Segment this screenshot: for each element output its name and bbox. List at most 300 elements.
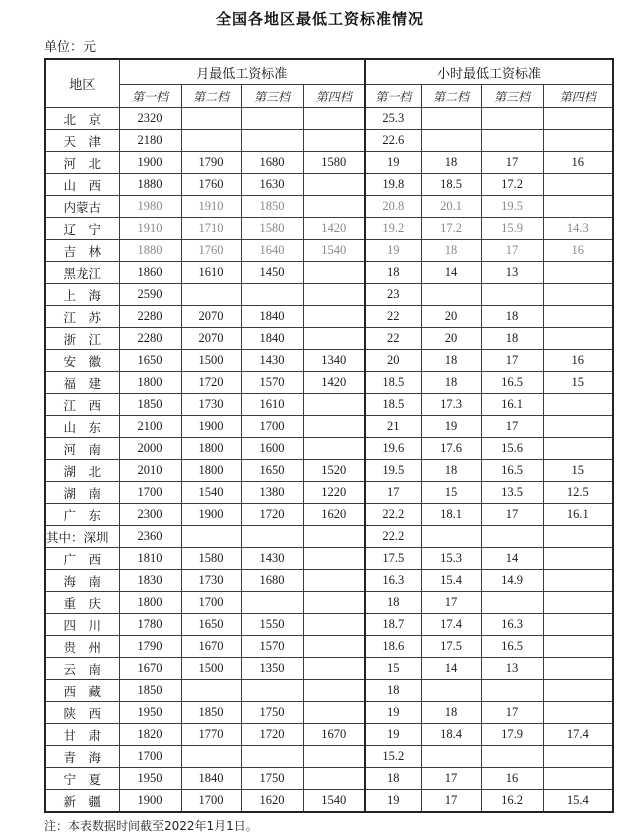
monthly-tier-2-cell [181, 284, 241, 306]
table-row [45, 526, 613, 548]
monthly-tier-4-header: 第四档 [303, 85, 365, 108]
hourly-tier-3-cell: 13.5 [481, 482, 543, 504]
hourly-tier-1-cell: 19.8 [365, 174, 421, 196]
hourly-tier-1-cell: 20 [365, 350, 421, 372]
hourly-tier-1-cell: 22.2 [365, 504, 421, 526]
table-row [45, 130, 613, 152]
table-row [45, 746, 613, 768]
monthly-tier-2-cell [181, 108, 241, 130]
monthly-tier-3-cell [241, 130, 303, 152]
hourly-tier-4-cell: 15 [543, 460, 613, 482]
table-row [45, 790, 613, 813]
hourly-tier-1-cell: 18 [365, 680, 421, 702]
hourly-tier-2-cell [421, 130, 481, 152]
table-row [45, 108, 613, 130]
table-row [45, 592, 613, 614]
hourly-tier-1-cell: 19.2 [365, 218, 421, 240]
region-cell: 甘 肃 [45, 724, 119, 746]
unit-label: 单位：元 [44, 40, 97, 55]
hourly-tier-3-cell: 16.3 [481, 614, 543, 636]
footnote: 注：本表数据时间截至2022年1月1日。 [44, 819, 258, 833]
monthly-tier-3-cell [241, 592, 303, 614]
monthly-tier-1-cell: 1880 [119, 240, 181, 262]
monthly-tier-2-cell: 1500 [181, 658, 241, 680]
monthly-tier-3-cell [241, 680, 303, 702]
hourly-tier-2-cell: 18 [421, 372, 481, 394]
monthly-tier-2-cell: 1730 [181, 394, 241, 416]
hourly-tier-3-cell: 17.2 [481, 174, 543, 196]
hourly-tier-1-header: 第一档 [365, 85, 421, 108]
region-cell: 辽 宁 [45, 218, 119, 240]
table-row [45, 724, 613, 746]
table-row [45, 614, 613, 636]
hourly-tier-1-cell: 16.3 [365, 570, 421, 592]
region-cell: 四 川 [45, 614, 119, 636]
hourly-tier-1-cell: 22.6 [365, 130, 421, 152]
region-cell: 广 东 [45, 504, 119, 526]
monthly-tier-2-cell: 1720 [181, 372, 241, 394]
table-row [45, 416, 613, 438]
monthly-tier-1-cell: 2100 [119, 416, 181, 438]
hourly-tier-4-cell [543, 768, 613, 790]
monthly-tier-4-cell: 1540 [303, 240, 365, 262]
monthly-tier-2-cell [181, 130, 241, 152]
hourly-tier-2-cell: 20.1 [421, 196, 481, 218]
hourly-tier-4-cell: 15 [543, 372, 613, 394]
hourly-tier-3-cell [481, 108, 543, 130]
hourly-tier-4-header: 第四档 [543, 85, 613, 108]
monthly-tier-3-cell: 1680 [241, 570, 303, 592]
region-cell: 新 疆 [45, 790, 119, 813]
table-row [45, 460, 613, 482]
table-row [45, 680, 613, 702]
monthly-tier-4-cell: 1420 [303, 372, 365, 394]
monthly-tier-3-cell: 1750 [241, 768, 303, 790]
monthly-tier-1-cell: 1950 [119, 768, 181, 790]
monthly-tier-4-cell [303, 438, 365, 460]
hourly-tier-2-cell [421, 108, 481, 130]
hourly-tier-1-cell: 18.5 [365, 394, 421, 416]
hourly-tier-4-cell [543, 394, 613, 416]
monthly-tier-2-cell: 1540 [181, 482, 241, 504]
monthly-tier-3-cell: 1610 [241, 394, 303, 416]
hourly-tier-1-cell: 19.6 [365, 438, 421, 460]
table-body [45, 108, 613, 813]
monthly-tier-2-cell: 1580 [181, 548, 241, 570]
monthly-tier-3-cell: 1620 [241, 790, 303, 813]
hourly-tier-2-cell [421, 284, 481, 306]
hourly-tier-2-cell: 18 [421, 152, 481, 174]
hourly-tier-2-cell: 19 [421, 416, 481, 438]
monthly-tier-4-cell [303, 262, 365, 284]
monthly-tier-3-cell: 1600 [241, 438, 303, 460]
monthly-tier-2-cell: 1760 [181, 174, 241, 196]
monthly-tier-4-cell [303, 636, 365, 658]
monthly-tier-4-cell [303, 746, 365, 768]
monthly-tier-1-cell: 1780 [119, 614, 181, 636]
hourly-tier-2-cell: 17 [421, 592, 481, 614]
monthly-tier-3-cell: 1720 [241, 724, 303, 746]
monthly-tier-2-cell: 1670 [181, 636, 241, 658]
monthly-tier-3-cell: 1350 [241, 658, 303, 680]
region-cell: 山 西 [45, 174, 119, 196]
hourly-tier-4-cell: 15.4 [543, 790, 613, 813]
hourly-tier-4-cell [543, 416, 613, 438]
minimum-wage-table [44, 58, 614, 813]
hourly-tier-2-cell: 17.2 [421, 218, 481, 240]
hourly-tier-2-header: 第二档 [421, 85, 481, 108]
region-cell: 内蒙古 [45, 196, 119, 218]
monthly-tier-4-cell [303, 130, 365, 152]
monthly-tier-3-cell: 1700 [241, 416, 303, 438]
monthly-tier-3-cell: 1720 [241, 504, 303, 526]
hourly-tier-2-cell: 18.4 [421, 724, 481, 746]
monthly-tier-3-cell: 1680 [241, 152, 303, 174]
hourly-tier-4-cell [543, 592, 613, 614]
hourly-tier-2-cell: 18.1 [421, 504, 481, 526]
hourly-tier-4-cell [543, 548, 613, 570]
monthly-tier-1-cell: 1880 [119, 174, 181, 196]
monthly-tier-2-cell [181, 526, 241, 548]
hourly-tier-1-cell: 19 [365, 240, 421, 262]
hourly-tier-1-cell: 22 [365, 328, 421, 350]
monthly-tier-4-cell: 1620 [303, 504, 365, 526]
table-row [45, 284, 613, 306]
monthly-tier-3-cell: 1570 [241, 636, 303, 658]
hourly-tier-2-cell [421, 680, 481, 702]
table-row [45, 702, 613, 724]
region-cell: 重 庆 [45, 592, 119, 614]
monthly-tier-2-cell: 2070 [181, 328, 241, 350]
monthly-tier-2-cell: 1800 [181, 438, 241, 460]
monthly-tier-1-cell: 1700 [119, 482, 181, 504]
table-row [45, 658, 613, 680]
monthly-tier-1-cell: 1850 [119, 680, 181, 702]
region-cell: 上 海 [45, 284, 119, 306]
table-row [45, 482, 613, 504]
monthly-tier-1-cell: 1900 [119, 790, 181, 813]
hourly-tier-3-cell: 17 [481, 240, 543, 262]
monthly-tier-4-cell [303, 196, 365, 218]
hourly-tier-3-cell: 17.9 [481, 724, 543, 746]
hourly-tier-3-cell: 16.1 [481, 394, 543, 416]
hourly-tier-1-cell: 22 [365, 306, 421, 328]
monthly-tier-3-cell: 1550 [241, 614, 303, 636]
monthly-tier-4-cell [303, 284, 365, 306]
hourly-tier-2-cell: 15.4 [421, 570, 481, 592]
monthly-tier-4-cell [303, 548, 365, 570]
monthly-tier-2-cell [181, 746, 241, 768]
monthly-tier-3-cell: 1380 [241, 482, 303, 504]
monthly-tier-1-cell: 1910 [119, 218, 181, 240]
monthly-tier-4-cell: 1220 [303, 482, 365, 504]
monthly-tier-2-cell: 1500 [181, 350, 241, 372]
hourly-tier-1-cell: 15.2 [365, 746, 421, 768]
monthly-tier-2-cell: 1770 [181, 724, 241, 746]
hourly-tier-2-cell: 20 [421, 328, 481, 350]
monthly-tier-2-cell: 1910 [181, 196, 241, 218]
hourly-tier-3-cell: 16 [481, 768, 543, 790]
table-row [45, 636, 613, 658]
monthly-tier-1-cell: 2280 [119, 328, 181, 350]
hourly-tier-4-cell [543, 746, 613, 768]
monthly-tier-2-cell: 1790 [181, 152, 241, 174]
hourly-tier-3-cell: 15.9 [481, 218, 543, 240]
monthly-tier-4-cell [303, 570, 365, 592]
monthly-tier-4-cell [303, 174, 365, 196]
monthly-tier-1-cell: 2590 [119, 284, 181, 306]
table-row [45, 262, 613, 284]
region-cell: 黑龙江 [45, 262, 119, 284]
monthly-tier-4-cell: 1520 [303, 460, 365, 482]
monthly-tier-3-cell: 1850 [241, 196, 303, 218]
hourly-tier-3-cell: 13 [481, 262, 543, 284]
table-row [45, 152, 613, 174]
monthly-tier-4-cell [303, 702, 365, 724]
hourly-tier-3-cell: 17 [481, 350, 543, 372]
monthly-tier-1-cell: 2180 [119, 130, 181, 152]
hourly-tier-4-cell [543, 526, 613, 548]
hourly-tier-1-cell: 18 [365, 592, 421, 614]
monthly-tier-1-cell: 1850 [119, 394, 181, 416]
hourly-tier-4-cell: 12.5 [543, 482, 613, 504]
table-row [45, 372, 613, 394]
region-cell: 河 南 [45, 438, 119, 460]
monthly-tier-1-cell: 2320 [119, 108, 181, 130]
monthly-tier-2-header: 第二档 [181, 85, 241, 108]
hourly-tier-2-cell: 17 [421, 790, 481, 813]
hourly-tier-2-cell: 17.4 [421, 614, 481, 636]
table-row [45, 196, 613, 218]
monthly-tier-1-cell: 1980 [119, 196, 181, 218]
hourly-tier-3-cell: 17 [481, 504, 543, 526]
region-cell: 其中：深圳 [45, 526, 119, 548]
monthly-tier-4-cell [303, 108, 365, 130]
hourly-tier-1-cell: 22.2 [365, 526, 421, 548]
hourly-tier-2-cell: 17.6 [421, 438, 481, 460]
hourly-tier-3-cell: 16.5 [481, 460, 543, 482]
hourly-tier-2-cell: 20 [421, 306, 481, 328]
hourly-tier-1-cell: 20.8 [365, 196, 421, 218]
monthly-tier-3-cell: 1430 [241, 350, 303, 372]
monthly-tier-3-cell [241, 108, 303, 130]
monthly-tier-1-cell: 2300 [119, 504, 181, 526]
hourly-tier-3-cell [481, 592, 543, 614]
monthly-tier-3-cell: 1750 [241, 702, 303, 724]
monthly-tier-3-cell: 1650 [241, 460, 303, 482]
monthly-tier-4-cell [303, 768, 365, 790]
hourly-tier-1-cell: 23 [365, 284, 421, 306]
monthly-group-header: 月最低工资标准 [119, 59, 365, 85]
hourly-tier-4-cell [543, 328, 613, 350]
table-row [45, 328, 613, 350]
monthly-tier-1-cell: 1900 [119, 152, 181, 174]
hourly-tier-4-cell: 16.1 [543, 504, 613, 526]
monthly-tier-2-cell: 1900 [181, 416, 241, 438]
header-row-tiers [45, 85, 613, 108]
monthly-tier-3-cell: 1840 [241, 306, 303, 328]
hourly-tier-1-cell: 18 [365, 262, 421, 284]
monthly-tier-2-cell: 1730 [181, 570, 241, 592]
monthly-tier-2-cell: 1760 [181, 240, 241, 262]
region-cell: 山 东 [45, 416, 119, 438]
hourly-tier-4-cell [543, 570, 613, 592]
hourly-tier-3-header: 第三档 [481, 85, 543, 108]
hourly-tier-1-cell: 25.3 [365, 108, 421, 130]
monthly-tier-4-cell [303, 526, 365, 548]
region-cell: 湖 北 [45, 460, 119, 482]
monthly-tier-4-cell [303, 416, 365, 438]
monthly-tier-1-cell: 1830 [119, 570, 181, 592]
region-cell: 青 海 [45, 746, 119, 768]
region-cell: 云 南 [45, 658, 119, 680]
monthly-tier-2-cell: 1610 [181, 262, 241, 284]
hourly-tier-3-cell: 14 [481, 548, 543, 570]
hourly-tier-3-cell: 16.5 [481, 636, 543, 658]
hourly-tier-2-cell: 17 [421, 768, 481, 790]
hourly-tier-3-cell: 17 [481, 152, 543, 174]
table-row [45, 218, 613, 240]
hourly-tier-4-cell [543, 636, 613, 658]
hourly-tier-3-cell: 17 [481, 416, 543, 438]
monthly-tier-3-cell: 1630 [241, 174, 303, 196]
hourly-tier-4-cell: 17.4 [543, 724, 613, 746]
hourly-tier-1-cell: 19 [365, 790, 421, 813]
monthly-tier-1-cell: 1790 [119, 636, 181, 658]
region-column-header: 地区 [45, 59, 119, 108]
monthly-tier-4-cell [303, 592, 365, 614]
region-cell: 浙 江 [45, 328, 119, 350]
monthly-tier-1-cell: 1950 [119, 702, 181, 724]
table-row [45, 570, 613, 592]
page-title: 全国各地区最低工资标准情况 [215, 10, 424, 28]
region-cell: 广 西 [45, 548, 119, 570]
hourly-tier-1-cell: 17.5 [365, 548, 421, 570]
hourly-tier-3-cell: 18 [481, 328, 543, 350]
monthly-tier-1-cell: 2360 [119, 526, 181, 548]
table-row [45, 174, 613, 196]
monthly-tier-2-cell [181, 680, 241, 702]
hourly-tier-2-cell: 17.3 [421, 394, 481, 416]
hourly-tier-1-cell: 18.6 [365, 636, 421, 658]
monthly-tier-1-cell: 1860 [119, 262, 181, 284]
monthly-tier-3-cell: 1580 [241, 218, 303, 240]
hourly-tier-4-cell [543, 108, 613, 130]
monthly-tier-3-cell: 1430 [241, 548, 303, 570]
hourly-tier-2-cell: 18 [421, 460, 481, 482]
hourly-tier-2-cell [421, 746, 481, 768]
hourly-tier-3-cell [481, 284, 543, 306]
hourly-tier-4-cell [543, 196, 613, 218]
monthly-tier-4-cell: 1420 [303, 218, 365, 240]
table-header [45, 59, 613, 108]
monthly-tier-1-cell: 2000 [119, 438, 181, 460]
monthly-tier-4-cell: 1670 [303, 724, 365, 746]
hourly-tier-2-cell [421, 526, 481, 548]
monthly-tier-4-cell: 1580 [303, 152, 365, 174]
hourly-tier-4-cell: 16 [543, 240, 613, 262]
monthly-tier-2-cell: 1900 [181, 504, 241, 526]
monthly-tier-1-cell: 1800 [119, 592, 181, 614]
monthly-tier-2-cell: 1800 [181, 460, 241, 482]
hourly-tier-3-cell: 19.5 [481, 196, 543, 218]
region-cell: 湖 南 [45, 482, 119, 504]
hourly-tier-2-cell: 14 [421, 658, 481, 680]
region-cell: 福 建 [45, 372, 119, 394]
table-row [45, 504, 613, 526]
hourly-tier-1-cell: 19 [365, 702, 421, 724]
hourly-tier-3-cell: 16.5 [481, 372, 543, 394]
monthly-tier-3-cell: 1640 [241, 240, 303, 262]
monthly-tier-1-cell: 1810 [119, 548, 181, 570]
region-cell: 贵 州 [45, 636, 119, 658]
monthly-tier-4-cell [303, 614, 365, 636]
hourly-tier-4-cell [543, 614, 613, 636]
hourly-tier-2-cell: 17.5 [421, 636, 481, 658]
hourly-tier-4-cell [543, 174, 613, 196]
hourly-tier-1-cell: 15 [365, 658, 421, 680]
monthly-tier-3-cell: 1840 [241, 328, 303, 350]
table-row [45, 350, 613, 372]
region-cell: 河 北 [45, 152, 119, 174]
region-cell: 宁 夏 [45, 768, 119, 790]
monthly-tier-3-cell [241, 526, 303, 548]
hourly-tier-3-cell: 14.9 [481, 570, 543, 592]
hourly-tier-1-cell: 19.5 [365, 460, 421, 482]
table-row [45, 240, 613, 262]
region-cell: 吉 林 [45, 240, 119, 262]
hourly-tier-1-cell: 19 [365, 724, 421, 746]
monthly-tier-2-cell: 1700 [181, 790, 241, 813]
hourly-tier-3-cell: 13 [481, 658, 543, 680]
hourly-tier-2-cell: 14 [421, 262, 481, 284]
hourly-tier-1-cell: 19 [365, 152, 421, 174]
hourly-group-header: 小时最低工资标准 [365, 59, 613, 85]
region-cell: 江 苏 [45, 306, 119, 328]
hourly-tier-3-cell: 18 [481, 306, 543, 328]
monthly-tier-2-cell: 1650 [181, 614, 241, 636]
hourly-tier-1-cell: 18.7 [365, 614, 421, 636]
monthly-tier-2-cell: 2070 [181, 306, 241, 328]
monthly-tier-1-cell: 1650 [119, 350, 181, 372]
monthly-tier-1-cell: 1670 [119, 658, 181, 680]
monthly-tier-3-cell [241, 746, 303, 768]
hourly-tier-4-cell: 14.3 [543, 218, 613, 240]
monthly-tier-4-cell [303, 328, 365, 350]
hourly-tier-4-cell: 16 [543, 350, 613, 372]
hourly-tier-2-cell: 18 [421, 350, 481, 372]
hourly-tier-3-cell: 15.6 [481, 438, 543, 460]
hourly-tier-4-cell: 16 [543, 152, 613, 174]
hourly-tier-2-cell: 15.3 [421, 548, 481, 570]
region-cell: 安 徽 [45, 350, 119, 372]
hourly-tier-4-cell [543, 702, 613, 724]
monthly-tier-4-cell: 1340 [303, 350, 365, 372]
region-cell: 江 西 [45, 394, 119, 416]
region-cell: 北 京 [45, 108, 119, 130]
monthly-tier-3-cell: 1450 [241, 262, 303, 284]
hourly-tier-2-cell: 18.5 [421, 174, 481, 196]
region-cell: 天 津 [45, 130, 119, 152]
hourly-tier-3-cell [481, 680, 543, 702]
hourly-tier-2-cell: 15 [421, 482, 481, 504]
table-row [45, 306, 613, 328]
monthly-tier-3-cell [241, 284, 303, 306]
hourly-tier-1-cell: 21 [365, 416, 421, 438]
hourly-tier-1-cell: 18 [365, 768, 421, 790]
monthly-tier-4-cell [303, 306, 365, 328]
hourly-tier-2-cell: 18 [421, 240, 481, 262]
